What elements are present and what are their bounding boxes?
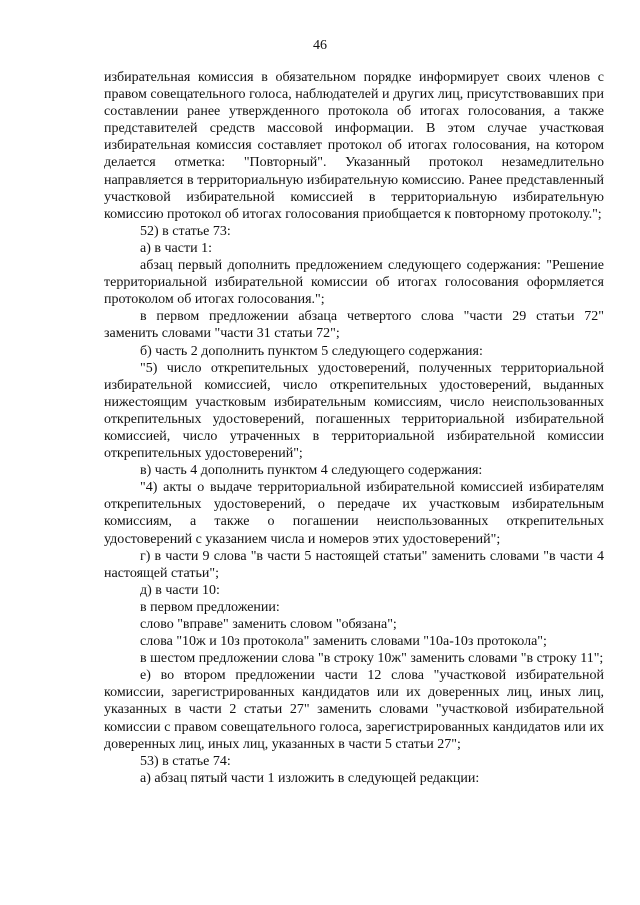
paragraph-3: а) в части 1:: [140, 240, 212, 256]
paragraph-12: в первом предложении:: [140, 599, 280, 615]
paragraph-10: г) в части 9 слова "в части 5 настоящей статьи" заменить словами "в части 4 настоящей статьи";: [104, 548, 604, 581]
paragraph-1: избирательная комиссия в обязательном порядке информирует своих членов с правом совещательного голоса, наблюдателей и других лиц, присутствовавших при составлении ранее утвержденного протокола об итогах голосования, а также представителей средств массовой информации. В этом случае участковая избирательная комиссия составляет протокол об итогах голосования, на котором делается отметка: "Повторный". Указанный протокол незамедлительно направляется в территориальную избирательную комиссию. Ранее представленный участковой избирательной комиссией в территориальную избирательную комиссию протокол об итогах голосования приобщается к повторному протоколу.";: [104, 70, 604, 222]
paragraph-15: в шестом предложении слова "в строку 10ж" заменить словами "в строку 11";: [140, 651, 604, 667]
paragraph-8: в) часть 4 дополнить пунктом 4 следующего содержания:: [140, 463, 483, 479]
paragraph-9: "4) акты о выдаче территориальной избирательной комиссией избирателям открепительных удостоверений, о передаче их участковым избирательным комиссиям, а также о погашении неиспользованных открепительных удостоверений с указанием числа и номеров этих удостоверений";: [104, 480, 604, 547]
paragraph-14: слова "10ж и 10з протокола" заменить словами "10а-10з протокола";: [140, 634, 547, 650]
document-body: [104, 69, 604, 787]
paragraph-17: 53) в статье 74:: [140, 753, 231, 769]
paragraph-16: е) во втором предложении части 12 слова "участковой избирательной комиссии, зарегистрированных кандидатов или их доверенных лиц, иных лиц, указанных в части 2 статьи 27" заменить словами "участковой избирательной комиссии с правом совещательного голоса, зарегистрированных кандидатов или их доверенных лиц, иных лиц, указанных в части 5 статьи 27";: [104, 668, 604, 752]
paragraph-13: слово "вправе" заменить словом "обязана";: [140, 617, 397, 632]
paragraph-2: 52) в статье 73:: [140, 223, 231, 239]
page-number: 46: [313, 38, 327, 53]
paragraph-4: абзац первый дополнить предложением следующего содержания: "Решение территориальной избирательной комиссии об итогах голосования оформляется протоколом об итогах голосования.";: [104, 258, 604, 308]
paragraph-11: д) в части 10:: [140, 582, 220, 598]
paragraph-7: "5) число открепительных удостоверений, полученных территориальной избирательной комиссией, число открепительных удостоверений, выданных нижестоящим участковым избирательным комиссиям, число неиспользованных открепительных удостоверений, погашенных территориальной избирательной комиссией, число утраченных в территориальной избирательной комиссии открепительных удостоверений";: [104, 360, 604, 462]
paragraph-18: а) абзац пятый части 1 изложить в следующей редакции:: [140, 770, 480, 786]
paragraph-5: в первом предложении абзаца четвертого слова "части 29 статьи 72" заменить словами "части 31 статьи 72";: [104, 309, 604, 342]
paragraph-6: б) часть 2 дополнить пунктом 5 следующего содержания:: [140, 343, 483, 359]
